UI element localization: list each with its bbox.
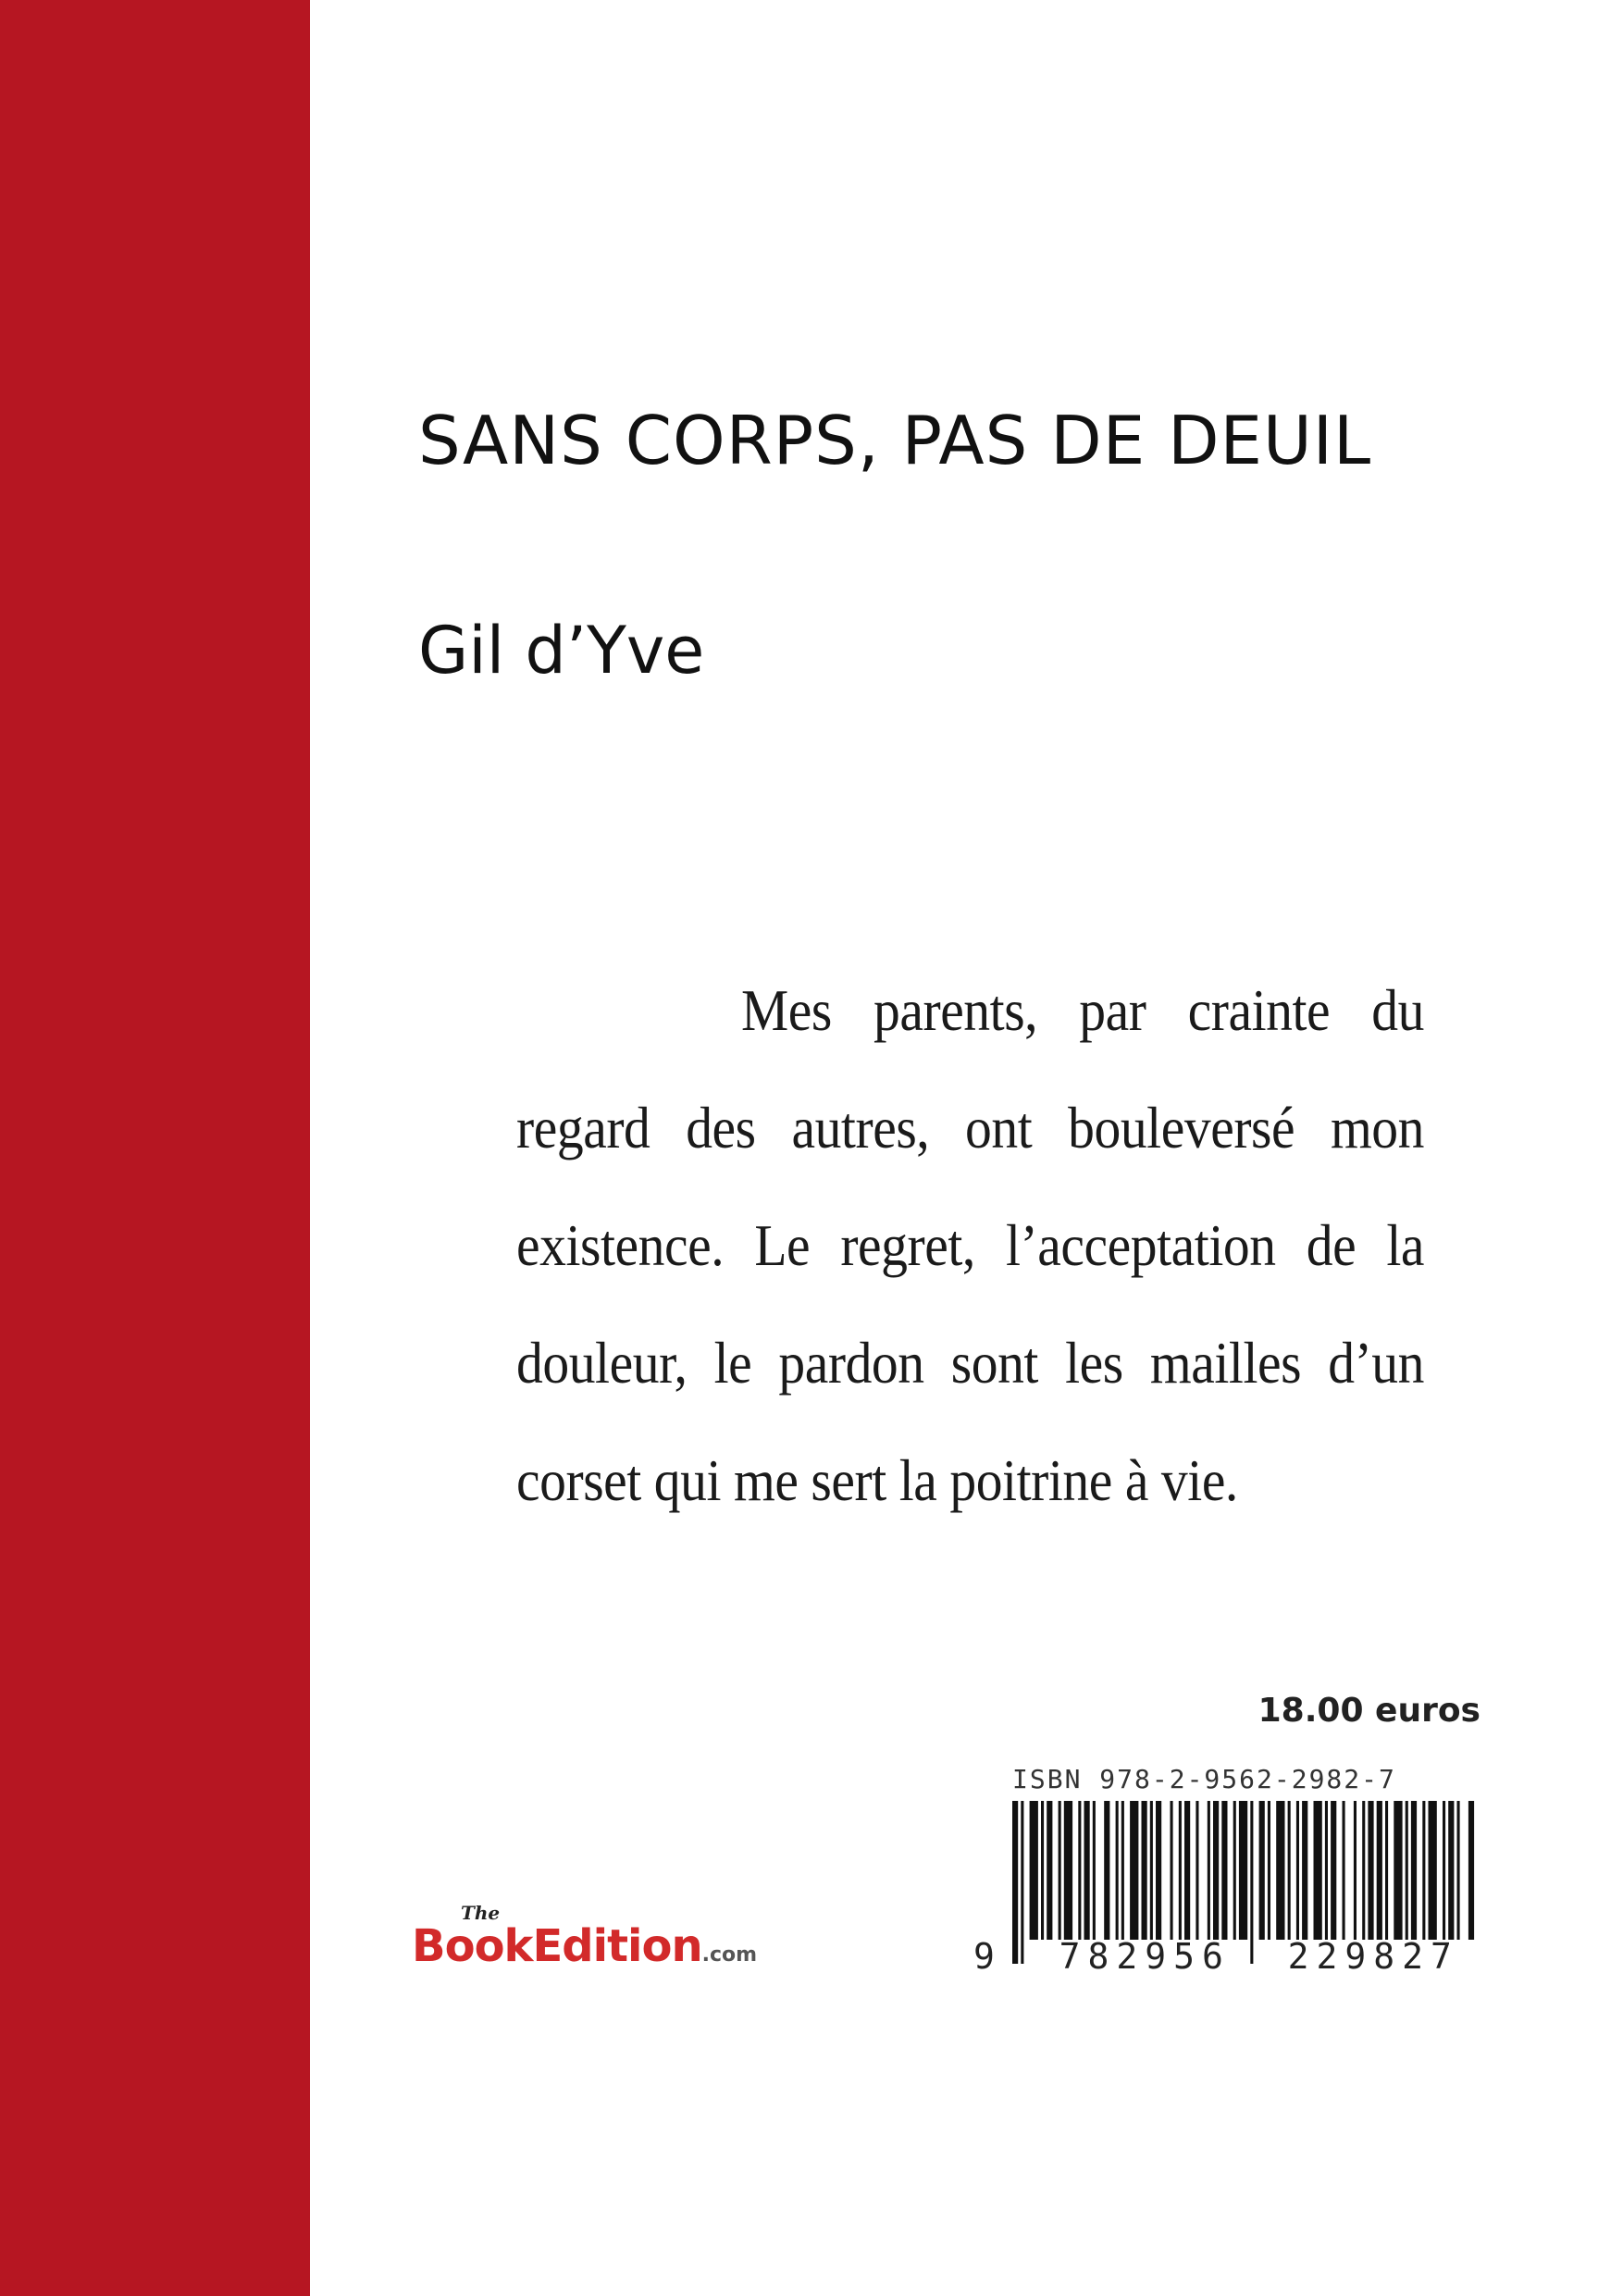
publisher-logo-suffix: .com <box>701 1943 758 1967</box>
red-spine-band <box>0 0 310 2296</box>
book-author: Gil d’Yve <box>418 613 705 689</box>
barcode-digits: 9 782956 229827 <box>973 1936 1459 1977</box>
book-title: SANS CORPS, PAS DE DEUIL <box>418 402 1372 479</box>
publisher-logo-the: The <box>461 1902 501 1924</box>
isbn-label: ISBN 978-2-9562-2982-7 <box>1012 1764 1396 1794</box>
publisher-logo <box>412 1920 757 1972</box>
back-cover-blurb: Mes parents, par crainte du regard des autres, ont bouleversé mon existence. Le regret, l’acceptation de la douleur, le pardon sont les mailles d’un corset qui me sert la poitrine à vie. <box>516 977 1424 1513</box>
publisher-logo-name: BookEdition <box>412 1920 702 1972</box>
price-label: 18.00 euros <box>1258 1692 1481 1730</box>
